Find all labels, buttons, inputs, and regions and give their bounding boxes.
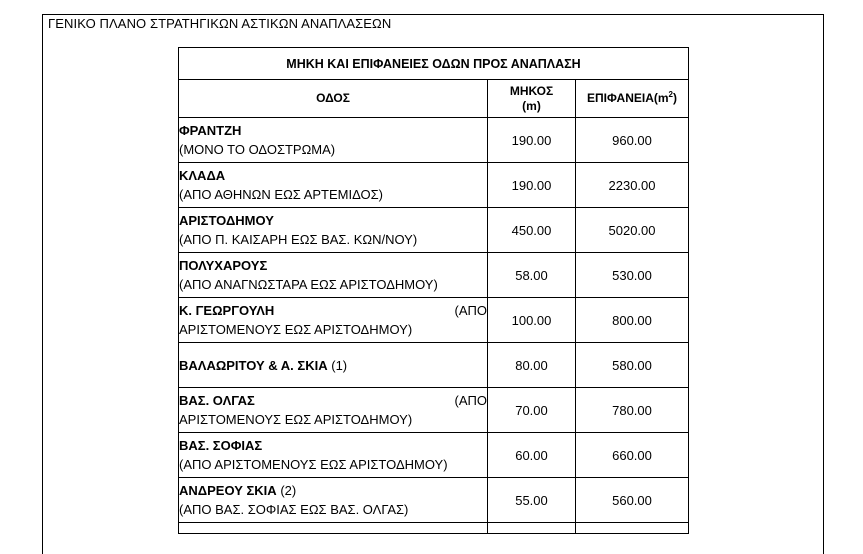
table-row [179, 253, 689, 298]
table-row-cutoff [179, 523, 689, 534]
street-cell [179, 208, 488, 253]
street-detail: ΑΡΙΣΤΟΜΕΝΟΥΣ ΕΩΣ ΑΡΙΣΤΟΔΗΜΟΥ) [179, 412, 413, 427]
area-cell: 5020.00 [576, 208, 689, 253]
area-cell: 780.00 [576, 388, 689, 433]
street-cell [179, 388, 488, 433]
area-cell: 960.00 [576, 118, 689, 163]
street-name-line [179, 301, 487, 320]
street-name-line [179, 256, 487, 275]
table-row [179, 118, 689, 163]
street-name: Κ. ΓΕΩΡΓΟΥΛΗ [179, 303, 275, 318]
header-area: $E\Pi I\Phi ANEIA(m^2)$ [576, 80, 689, 118]
streets-table [178, 47, 689, 534]
area-cell: 530.00 [576, 253, 689, 298]
area-cell: 560.00 [576, 478, 689, 523]
street-detail: (ΜΟΝΟ ΤΟ ΟΔΟΣΤΡΩΜΑ) [179, 142, 336, 157]
cutoff-cell [179, 523, 488, 534]
table-caption: ΜΗΚΗ ΚΑΙ ΕΠΙΦΑΝΕΙΕΣ ΟΔΩΝ ΠΡΟΣ ΑΝΑΠΛΑΣΗ [179, 48, 689, 80]
street-name-line [179, 436, 487, 455]
street-detail: (ΑΠΟ ΒΑΣ. ΣΟΦΙΑΣ ΕΩΣ ΒΑΣ. ΟΛΓΑΣ) [179, 502, 409, 517]
length-cell: 450.00 [488, 208, 576, 253]
cutoff-cell [488, 523, 576, 534]
street-name: ΒΑΣ. ΟΛΓΑΣ [179, 393, 255, 408]
street-name-line [179, 356, 487, 375]
header-street: ΟΔΟΣ [179, 80, 488, 118]
street-cell [179, 253, 488, 298]
area-cell: 800.00 [576, 298, 689, 343]
length-cell: 58.00 [488, 253, 576, 298]
table-row [179, 343, 689, 388]
street-note-ref: (2) [280, 483, 297, 498]
area-cell: 580.00 [576, 343, 689, 388]
street-cell [179, 118, 488, 163]
street-cell [179, 433, 488, 478]
street-cell [179, 298, 488, 343]
street-cell [179, 343, 488, 388]
street-name-line [179, 121, 487, 140]
street-qualifier: (ΑΠΟ [454, 393, 487, 408]
street-name: ΑΝΔΡΕΟΥ ΣΚΙΑ [179, 483, 277, 498]
document-title: ΓΕΝΙΚΟ ΠΛΑΝΟ ΣΤΡΑΤΗΓΙΚΩΝ ΑΣΤΙΚΩΝ ΑΝΑΠΛΑΣΕΩΝ [48, 16, 392, 31]
table-row [179, 208, 689, 253]
length-cell: 60.00 [488, 433, 576, 478]
table-row [179, 298, 689, 343]
street-cell [179, 478, 488, 523]
length-cell: 190.00 [488, 118, 576, 163]
street-name-line [179, 391, 487, 410]
street-detail: (ΑΠΟ Π. ΚΑΙΣΑΡΗ ΕΩΣ ΒΑΣ. ΚΩΝ/ΝΟΥ) [179, 232, 418, 247]
length-cell: 70.00 [488, 388, 576, 433]
street-name: ΚΛΑΔΑ [179, 168, 226, 183]
street-name: ΒΑΛΑΩΡΙΤΟΥ & Α. ΣΚΙΑ [179, 357, 328, 373]
length-cell: 190.00 [488, 163, 576, 208]
length-cell: 100.00 [488, 298, 576, 343]
table-row [179, 388, 689, 433]
street-detail: (ΑΠΟ ΑΝΑΓΝΩΣΤΑΡΑ ΕΩΣ ΑΡΙΣΤΟΔΗΜΟΥ) [179, 277, 438, 292]
street-name-line [179, 481, 487, 500]
area-cell: 660.00 [576, 433, 689, 478]
table-body [179, 118, 689, 534]
street-cell [179, 163, 488, 208]
area-cell: 2230.00 [576, 163, 689, 208]
header-length: ΜΗΚΟΣ (m) [488, 80, 576, 118]
table-row [179, 433, 689, 478]
length-cell: 80.00 [488, 343, 576, 388]
street-name-line [179, 166, 487, 185]
street-name-line [179, 211, 487, 230]
table-row [179, 478, 689, 523]
street-name: ΠΟΛΥΧΑΡΟΥΣ [179, 258, 268, 273]
street-name: ΦΡΑΝΤΖΗ [179, 123, 242, 138]
street-name: ΑΡΙΣΤΟΔΗΜΟΥ [179, 213, 274, 228]
street-detail: (ΑΠΟ ΑΡΙΣΤΟΜΕΝΟΥΣ ΕΩΣ ΑΡΙΣΤΟΔΗΜΟΥ) [179, 457, 448, 472]
cutoff-cell [576, 523, 689, 534]
table-row [179, 163, 689, 208]
street-detail: ΑΡΙΣΤΟΜΕΝΟΥΣ ΕΩΣ ΑΡΙΣΤΟΔΗΜΟΥ) [179, 322, 413, 337]
street-name: ΒΑΣ. ΣΟΦΙΑΣ [179, 438, 263, 453]
length-cell: 55.00 [488, 478, 576, 523]
street-qualifier: (ΑΠΟ [454, 303, 487, 318]
street-note-ref: (1) [331, 357, 348, 373]
street-detail: (ΑΠΟ ΑΘΗΝΩΝ ΕΩΣ ΑΡΤΕΜΙΔΟΣ) [179, 187, 384, 202]
